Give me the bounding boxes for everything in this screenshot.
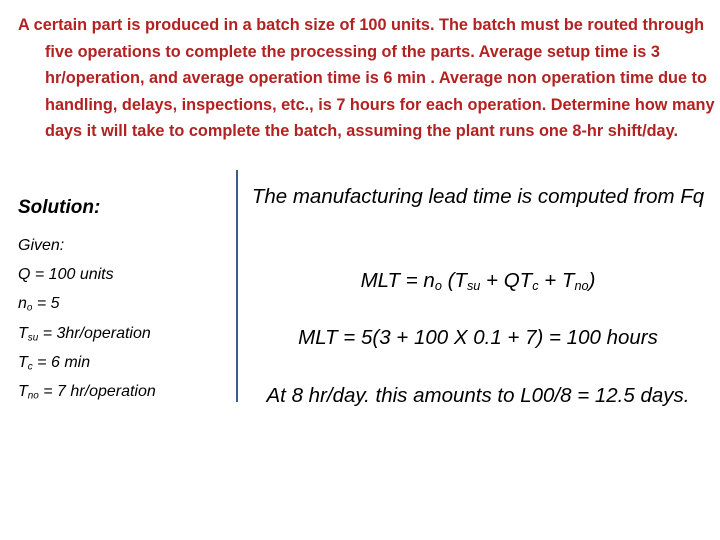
formula-sub-3: c bbox=[532, 278, 539, 294]
given-tno-value: = 7 hr/operation bbox=[38, 383, 156, 401]
formula-sub-1: o bbox=[434, 278, 442, 294]
formula-part-2: (T bbox=[441, 269, 467, 292]
given-tno bbox=[18, 377, 156, 406]
solution-heading: Solution: bbox=[18, 197, 101, 218]
given-tsu-subscript: su bbox=[27, 332, 39, 344]
given-tno-subscript: no bbox=[27, 390, 39, 402]
given-tsu bbox=[18, 319, 156, 348]
given-tc bbox=[18, 348, 156, 377]
problem-statement: A certain part is produced in a batch size of 100 units. The batch must be routed through five operations to complete the processing of the parts. Average setup time is 3 hr/operation, and average operation time is 6 min . Average non operation time due to handling, delays, inspections, etc., is 7 hours for each operation. Determine how many days it will take to complete the batch, assuming the plant runs one 8-hr shift/day. bbox=[18, 16, 715, 140]
given-list bbox=[18, 231, 156, 406]
given-label: Given: bbox=[18, 237, 65, 254]
formula-sub-2: su bbox=[466, 278, 481, 294]
given-tc-symbol: T bbox=[18, 353, 28, 371]
given-tno-symbol: T bbox=[18, 383, 28, 401]
mlt-formula bbox=[238, 267, 718, 294]
formula-part-5: ) bbox=[588, 269, 596, 292]
given-tsu-symbol: T bbox=[18, 324, 28, 342]
lead-time-text: The manufacturing lead time is computed from Fq bbox=[251, 185, 705, 208]
given-tc-subscript: c bbox=[27, 361, 33, 373]
formula-part-1: MLT = n bbox=[360, 269, 435, 292]
formula-sub-4: no bbox=[574, 278, 589, 294]
mlt-calculation: MLT = 5(3 + 100 X 0.1 + 7) = 100 hours bbox=[298, 326, 658, 349]
conclusion-text: At 8 hr/day. this amounts to L00/8 = 12.5 days. bbox=[266, 384, 690, 407]
given-q: Q = 100 units bbox=[18, 266, 114, 284]
given-tsu-value: = 3hr/operation bbox=[38, 324, 151, 342]
given-no-subscript: o bbox=[26, 302, 33, 314]
given-no-value: = 5 bbox=[32, 295, 60, 313]
given-no bbox=[18, 289, 156, 318]
given-no-symbol: n bbox=[18, 295, 27, 313]
given-tc-value: = 6 min bbox=[32, 353, 91, 371]
formula-part-3: + QT bbox=[480, 269, 533, 292]
formula-part-4: + T bbox=[538, 269, 575, 292]
